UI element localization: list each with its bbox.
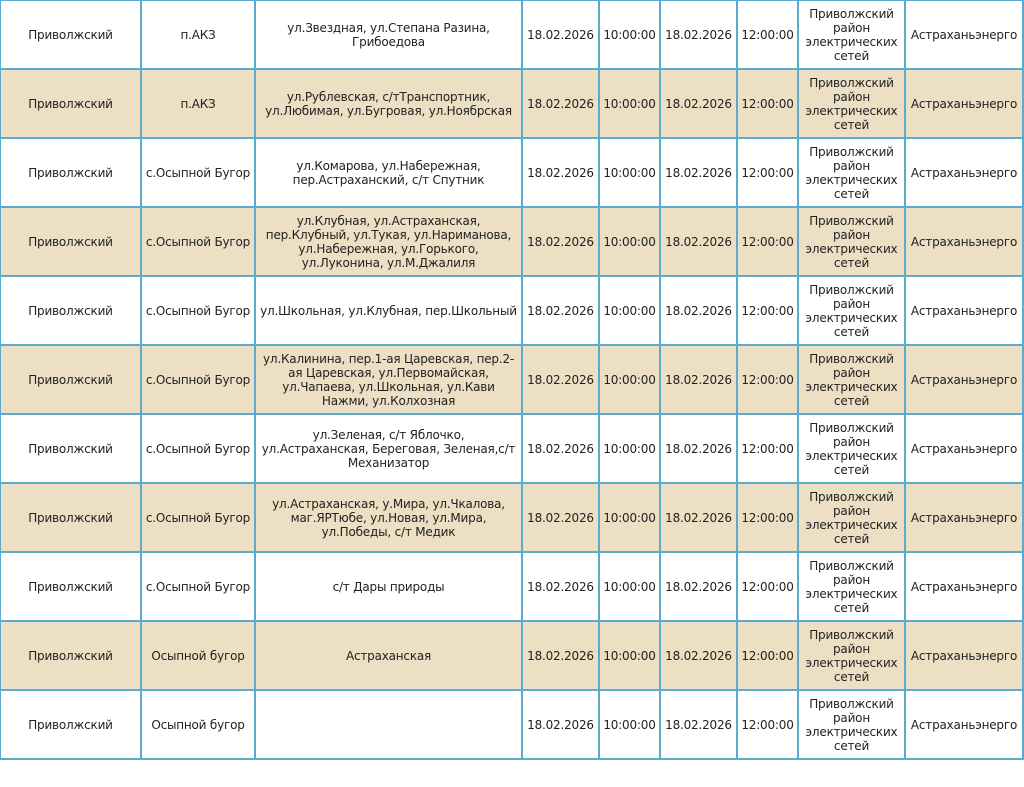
streets-cell: ул.Рублевская, с/тТранспортник, ул.Любимая, ул.Бугровая, ул.Ноябрская xyxy=(255,69,522,138)
district-cell: Приволжский xyxy=(0,621,141,690)
start-time-cell: 10:00:00 xyxy=(599,207,660,276)
start-date-cell: 18.02.2026 xyxy=(522,138,599,207)
company-cell: Астраханьэнерго xyxy=(905,621,1023,690)
start-time-cell: 10:00:00 xyxy=(599,138,660,207)
end-date-cell: 18.02.2026 xyxy=(660,207,737,276)
end-date-cell: 18.02.2026 xyxy=(660,552,737,621)
branch-cell: Приволжский район электрических сетей xyxy=(798,552,905,621)
start-date-cell: 18.02.2026 xyxy=(522,483,599,552)
branch-cell: Приволжский район электрических сетей xyxy=(798,69,905,138)
start-date-cell: 18.02.2026 xyxy=(522,207,599,276)
start-date-cell: 18.02.2026 xyxy=(522,621,599,690)
start-time-cell: 10:00:00 xyxy=(599,0,660,69)
streets-cell: с/т Дары природы xyxy=(255,552,522,621)
start-time-cell: 10:00:00 xyxy=(599,69,660,138)
locality-cell: Осыпной бугор xyxy=(141,621,255,690)
streets-cell: ул.Звездная, ул.Степана Разина, Грибоедова xyxy=(255,0,522,69)
streets-cell: Астраханская xyxy=(255,621,522,690)
district-cell: Приволжский xyxy=(0,69,141,138)
end-time-cell: 12:00:00 xyxy=(737,483,798,552)
district-cell: Приволжский xyxy=(0,276,141,345)
locality-cell: с.Осыпной Бугор xyxy=(141,207,255,276)
table-row xyxy=(0,138,1023,207)
district-cell: Приволжский xyxy=(0,414,141,483)
district-cell: Приволжский xyxy=(0,690,141,759)
company-cell: Астраханьэнерго xyxy=(905,207,1023,276)
start-date-cell: 18.02.2026 xyxy=(522,69,599,138)
streets-cell: ул.Калинина, пер.1-ая Царевская, пер.2-ая Царевская, ул.Первомайская, ул.Чапаева, ул.Школьная, ул.Кави Нажми, ул.Колхозная xyxy=(255,345,522,414)
district-cell: Приволжский xyxy=(0,207,141,276)
streets-cell: ул.Клубная, ул.Астраханская, пер.Клубный, ул.Тукая, ул.Нариманова, ул.Набережная, ул.Горького, ул.Луконина, ул.М.Джалиля xyxy=(255,207,522,276)
start-time-cell: 10:00:00 xyxy=(599,414,660,483)
table-row xyxy=(0,276,1023,345)
start-time-cell: 10:00:00 xyxy=(599,483,660,552)
streets-cell: ул.Комарова, ул.Набережная, пер.Астраханский, с/т Спутник xyxy=(255,138,522,207)
streets-cell: ул.Школьная, ул.Клубная, пер.Школьный xyxy=(255,276,522,345)
end-date-cell: 18.02.2026 xyxy=(660,690,737,759)
locality-cell: с.Осыпной Бугор xyxy=(141,552,255,621)
company-cell: Астраханьэнерго xyxy=(905,345,1023,414)
end-date-cell: 18.02.2026 xyxy=(660,483,737,552)
end-time-cell: 12:00:00 xyxy=(737,552,798,621)
start-date-cell: 18.02.2026 xyxy=(522,414,599,483)
end-time-cell: 12:00:00 xyxy=(737,345,798,414)
start-time-cell: 10:00:00 xyxy=(599,621,660,690)
end-date-cell: 18.02.2026 xyxy=(660,414,737,483)
end-time-cell: 12:00:00 xyxy=(737,0,798,69)
start-time-cell: 10:00:00 xyxy=(599,276,660,345)
branch-cell: Приволжский район электрических сетей xyxy=(798,207,905,276)
end-time-cell: 12:00:00 xyxy=(737,690,798,759)
streets-cell: ул.Зеленая, с/т Яблочко, ул.Астраханская, Береговая, Зеленая,с/т Механизатор xyxy=(255,414,522,483)
end-time-cell: 12:00:00 xyxy=(737,207,798,276)
company-cell: Астраханьэнерго xyxy=(905,690,1023,759)
start-date-cell: 18.02.2026 xyxy=(522,552,599,621)
start-date-cell: 18.02.2026 xyxy=(522,276,599,345)
district-cell: Приволжский xyxy=(0,0,141,69)
locality-cell: с.Осыпной Бугор xyxy=(141,345,255,414)
start-time-cell: 10:00:00 xyxy=(599,552,660,621)
branch-cell: Приволжский район электрических сетей xyxy=(798,276,905,345)
end-date-cell: 18.02.2026 xyxy=(660,0,737,69)
locality-cell: п.АКЗ xyxy=(141,69,255,138)
locality-cell: с.Осыпной Бугор xyxy=(141,276,255,345)
company-cell: Астраханьэнерго xyxy=(905,69,1023,138)
streets-cell: ул.Астраханская, у.Мира, ул.Чкалова, маг.ЯРТюбе, ул.Новая, ул.Мира, ул.Победы, с/т Медик xyxy=(255,483,522,552)
end-time-cell: 12:00:00 xyxy=(737,276,798,345)
table-row xyxy=(0,0,1023,69)
start-time-cell: 10:00:00 xyxy=(599,690,660,759)
start-date-cell: 18.02.2026 xyxy=(522,0,599,69)
branch-cell: Приволжский район электрических сетей xyxy=(798,621,905,690)
locality-cell: с.Осыпной Бугор xyxy=(141,138,255,207)
branch-cell: Приволжский район электрических сетей xyxy=(798,0,905,69)
end-time-cell: 12:00:00 xyxy=(737,69,798,138)
end-date-cell: 18.02.2026 xyxy=(660,621,737,690)
start-date-cell: 18.02.2026 xyxy=(522,690,599,759)
start-date-cell: 18.02.2026 xyxy=(522,345,599,414)
table-row xyxy=(0,414,1023,483)
locality-cell: с.Осыпной Бугор xyxy=(141,483,255,552)
end-date-cell: 18.02.2026 xyxy=(660,69,737,138)
branch-cell: Приволжский район электрических сетей xyxy=(798,483,905,552)
district-cell: Приволжский xyxy=(0,552,141,621)
company-cell: Астраханьэнерго xyxy=(905,483,1023,552)
end-time-cell: 12:00:00 xyxy=(737,414,798,483)
table-row xyxy=(0,690,1023,759)
locality-cell: п.АКЗ xyxy=(141,0,255,69)
end-time-cell: 12:00:00 xyxy=(737,621,798,690)
company-cell: Астраханьэнерго xyxy=(905,138,1023,207)
company-cell: Астраханьэнерго xyxy=(905,414,1023,483)
end-date-cell: 18.02.2026 xyxy=(660,138,737,207)
end-date-cell: 18.02.2026 xyxy=(660,276,737,345)
end-time-cell: 12:00:00 xyxy=(737,138,798,207)
table-row xyxy=(0,483,1023,552)
branch-cell: Приволжский район электрических сетей xyxy=(798,345,905,414)
table-row xyxy=(0,552,1023,621)
company-cell: Астраханьэнерго xyxy=(905,552,1023,621)
table-row xyxy=(0,207,1023,276)
company-cell: Астраханьэнерго xyxy=(905,276,1023,345)
table-row xyxy=(0,621,1023,690)
branch-cell: Приволжский район электрических сетей xyxy=(798,414,905,483)
streets-cell xyxy=(255,690,522,759)
locality-cell: с.Осыпной Бугор xyxy=(141,414,255,483)
district-cell: Приволжский xyxy=(0,138,141,207)
district-cell: Приволжский xyxy=(0,345,141,414)
district-cell: Приволжский xyxy=(0,483,141,552)
company-cell: Астраханьэнерго xyxy=(905,0,1023,69)
locality-cell: Осыпной бугор xyxy=(141,690,255,759)
branch-cell: Приволжский район электрических сетей xyxy=(798,690,905,759)
table-row xyxy=(0,69,1023,138)
branch-cell: Приволжский район электрических сетей xyxy=(798,138,905,207)
end-date-cell: 18.02.2026 xyxy=(660,345,737,414)
table-row xyxy=(0,345,1023,414)
start-time-cell: 10:00:00 xyxy=(599,345,660,414)
